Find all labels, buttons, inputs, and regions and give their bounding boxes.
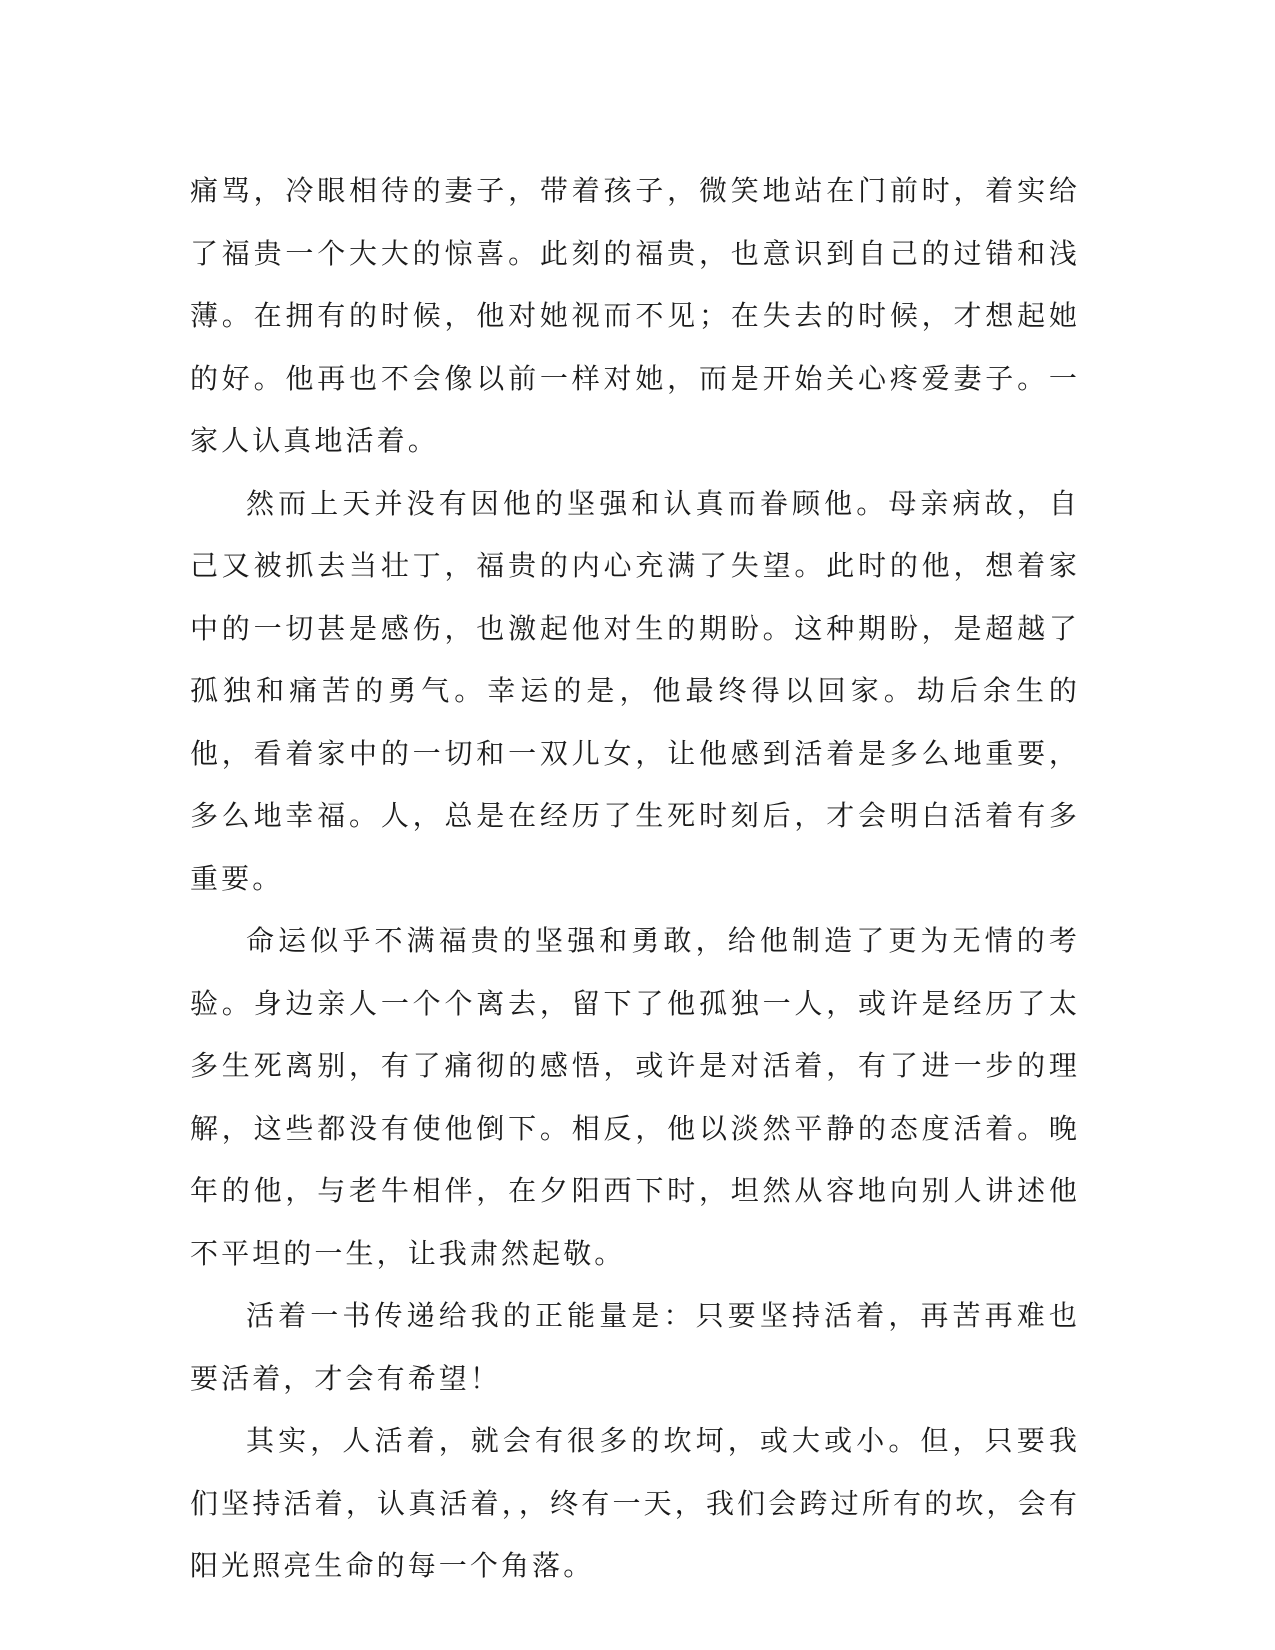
paragraph-3: 命运似乎不满福贵的坚强和勇敢，给他制造了更为无情的考验。身边亲人一个个离去，留下了他孤独一人，或许是经历了太多生死离别，有了痛彻的感悟，或许是对活着，有了进一步的理解，这些都没有使他倒下。相反，他以淡然平静的态度活着。晚年的他，与老牛相伴，在夕阳西下时，坦然从容地向别人讲述他不平坦的一生，让我肃然起敬。	[190, 924, 1080, 1270]
paragraph-2: 然而上天并没有因他的坚强和认真而眷顾他。母亲病故，自己又被抓去当壮丁，福贵的内心充满了失望。此时的他，想着家中的一切甚是感伤，也激起他对生的期盼。这种期盼，是超越了孤独和痛苦的勇气。幸运的是，他最终得以回家。劫后余生的他，看着家中的一切和一双儿女，让他感到活着是多么地重要，多么地幸福。人，总是在经历了生死时刻后，才会明白活着有多重要。	[190, 486, 1080, 895]
paragraph-5: 其实，人活着，就会有很多的坎坷，或大或小。但，只要我们坚持活着，认真活着，，终有一天，我们会跨过所有的坎，会有阳光照亮生命的每一个角落。	[190, 1424, 1080, 1582]
paragraph-1: 痛骂，冷眼相待的妻子，带着孩子，微笑地站在门前时，着实给了福贵一个大大的惊喜。此刻的福贵，也意识到自己的过错和浅薄。在拥有的时候，他对她视而不见；在失去的时候，才想起她的好。他再也不会像以前一样对她，而是开始关心疼爱妻子。一家人认真地活着。	[190, 174, 1080, 457]
paragraph-4: 活着一书传递给我的正能量是：只要坚持活着，再苦再难也要活着，才会有希望！	[190, 1299, 1080, 1395]
document-body	[190, 160, 1080, 1598]
